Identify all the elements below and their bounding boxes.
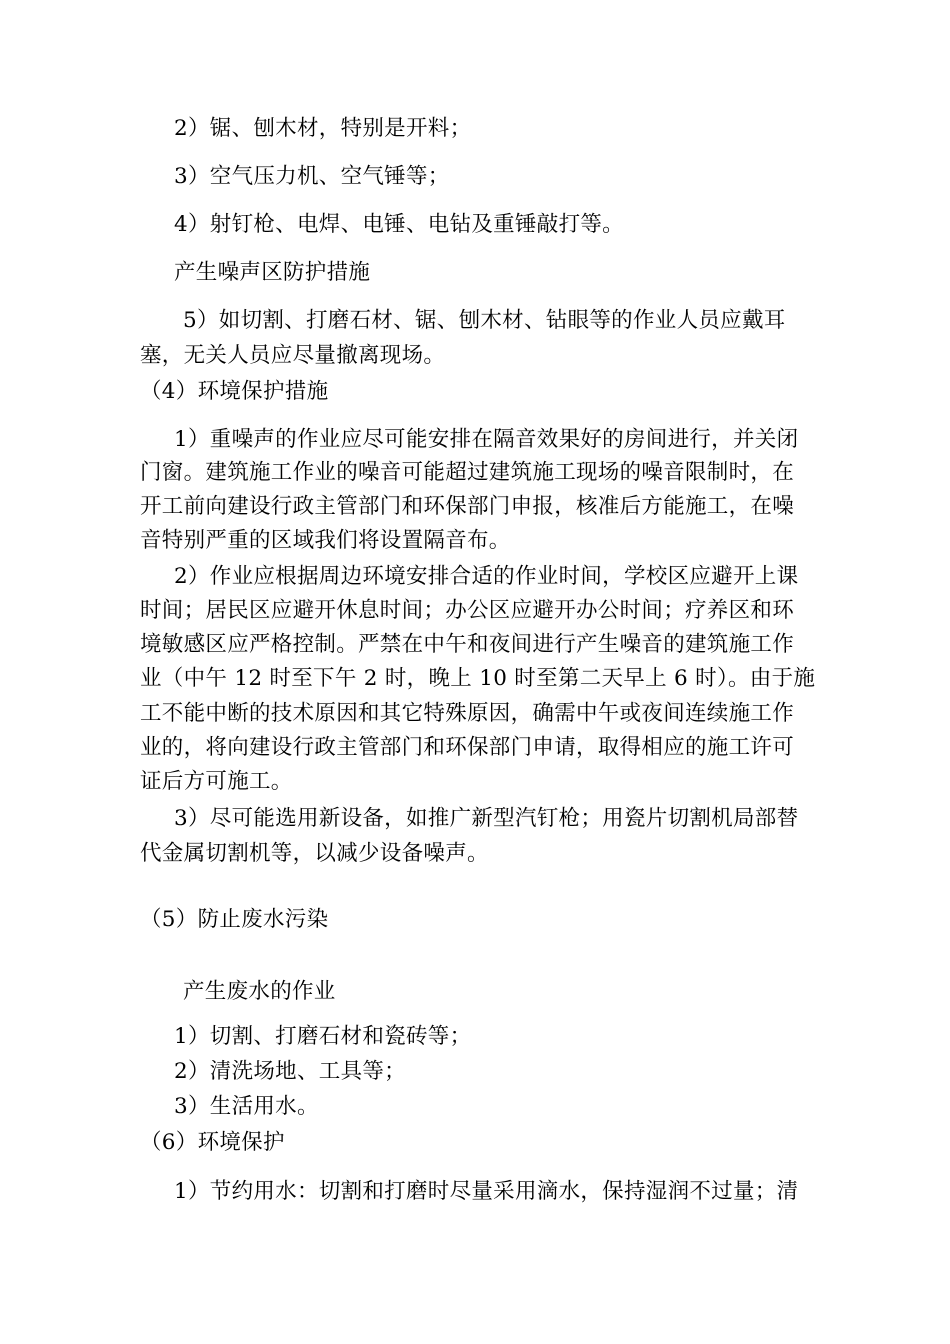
paragraph-line: 1）节约用水：切割和打磨时尽量采用滴水，保持湿润不过量；清 — [174, 1179, 799, 1204]
subheading: 产生废水的作业 — [183, 979, 336, 1004]
paragraph-line: 证后方可施工。 — [140, 769, 293, 794]
paragraph-line: 2）作业应根据周边环境安排合适的作业时间，学校区应避开上课 — [174, 564, 799, 589]
list-item: 2）清洗场地、工具等； — [174, 1059, 406, 1084]
paragraph-line: 5）如切割、打磨石材、锯、刨木材、钻眼等的作业人员应戴耳 — [183, 308, 786, 333]
paragraph-line: 境敏感区应严格控制。严禁在中午和夜间进行产生噪音的建筑施工作 — [140, 632, 795, 657]
section-heading: （5）防止废水污染 — [140, 907, 329, 932]
list-item: 3）空气压力机、空气锤等； — [174, 164, 450, 189]
paragraph-line: 业（中午 12 时至下午 2 时，晚上 10 时至第二天早上 6 时）。由于施 — [140, 666, 816, 691]
list-item: 1）切割、打磨石材和瓷砖等； — [174, 1024, 472, 1049]
paragraph-line: 门窗。建筑施工作业的噪音可能超过建筑施工现场的噪音限制时，在 — [140, 460, 795, 485]
section-heading: （6）环境保护 — [140, 1130, 285, 1155]
paragraph-line: 业的，将向建设行政主管部门和环保部门申请，取得相应的施工许可 — [140, 735, 795, 760]
paragraph-line: 工不能中断的技术原因和其它特殊原因，确需中午或夜间连续施工作 — [140, 701, 795, 726]
subheading: 产生噪声区防护措施 — [174, 260, 371, 285]
paragraph-line: 3）尽可能选用新设备，如推广新型汽钉枪；用瓷片切割机局部替 — [174, 806, 799, 831]
paragraph-line: 1）重噪声的作业应尽可能安排在隔音效果好的房间进行，并关闭 — [174, 427, 799, 452]
paragraph-line: 塞，无关人员应尽量撤离现场。 — [140, 343, 446, 368]
paragraph-line: 音特别严重的区域我们将设置隔音布。 — [140, 528, 511, 553]
list-item: 3）生活用水。 — [174, 1094, 319, 1119]
paragraph-line: 开工前向建设行政主管部门和环保部门申报，核准后方能施工，在噪 — [140, 494, 795, 519]
list-item: 2）锯、刨木材，特别是开料； — [174, 116, 472, 141]
paragraph-line: 时间；居民区应避开休息时间；办公区应避开办公时间；疗养区和环 — [140, 598, 795, 623]
section-heading: （4）环境保护措施 — [140, 379, 329, 404]
paragraph-line: 代金属切割机等，以减少设备噪声。 — [140, 841, 489, 866]
list-item: 4）射钉枪、电焊、电锤、电钻及重锤敲打等。 — [174, 212, 624, 237]
